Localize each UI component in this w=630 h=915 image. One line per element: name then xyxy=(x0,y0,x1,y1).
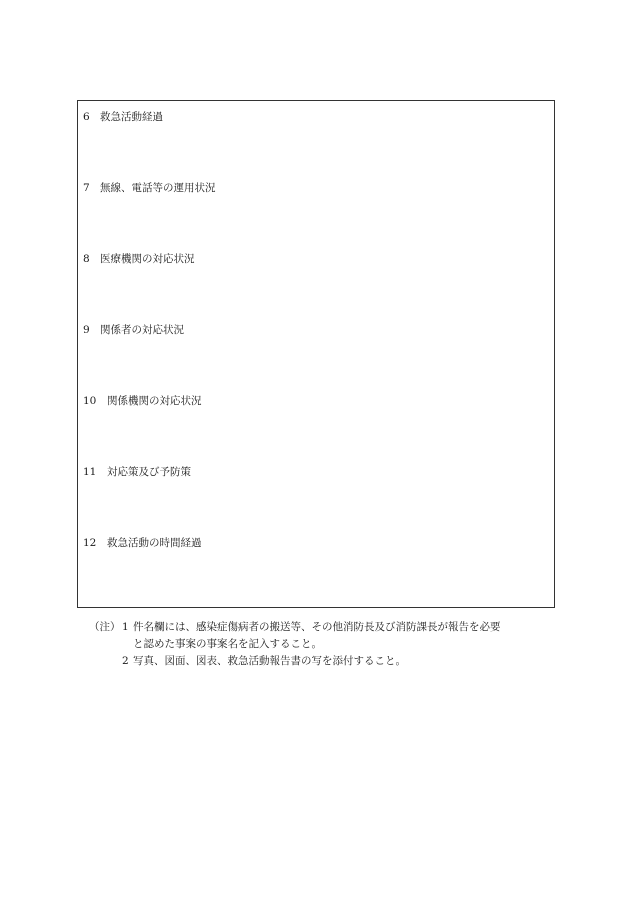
section-7 xyxy=(83,181,216,195)
section-number: 10 xyxy=(83,395,97,407)
section-label: 救急活動経過 xyxy=(100,111,163,123)
section-number: 11 xyxy=(83,466,97,478)
section-number: 7 xyxy=(83,182,90,194)
section-11 xyxy=(83,465,191,479)
note-text: と認めた事案の事案名を記入すること。 xyxy=(133,638,322,650)
note-text: 件名欄には、感染症傷病者の搬送等、その他消防長及び消防課長が報告を必要 xyxy=(133,621,501,633)
note-text: 写真、図面、図表、救急活動報告書の写を添付すること。 xyxy=(133,655,406,667)
section-label: 関係機関の対応状況 xyxy=(107,395,202,407)
section-10 xyxy=(83,394,202,408)
section-label: 関係者の対応状況 xyxy=(100,324,184,336)
section-label: 無線、電話等の運用状況 xyxy=(100,182,216,194)
section-number: 6 xyxy=(83,111,90,123)
note-item-2 xyxy=(89,653,569,670)
section-number: 8 xyxy=(83,253,90,265)
notes-prefix: （注） xyxy=(89,621,121,633)
section-label: 救急活動の時間経過 xyxy=(107,537,202,549)
section-9 xyxy=(83,323,184,337)
section-8 xyxy=(83,252,195,266)
note-item-1-continuation xyxy=(89,636,569,653)
section-label: 医療機関の対応状況 xyxy=(100,253,195,265)
note-number: 2 xyxy=(122,655,129,667)
note-number: 1 xyxy=(122,621,129,633)
notes-block xyxy=(89,619,569,670)
section-number: 12 xyxy=(83,537,97,549)
section-12 xyxy=(83,536,202,550)
report-form-box xyxy=(77,100,555,608)
section-label: 対応策及び予防策 xyxy=(107,466,191,478)
note-item-1 xyxy=(89,619,569,636)
section-number: 9 xyxy=(83,324,90,336)
section-6 xyxy=(83,110,163,124)
